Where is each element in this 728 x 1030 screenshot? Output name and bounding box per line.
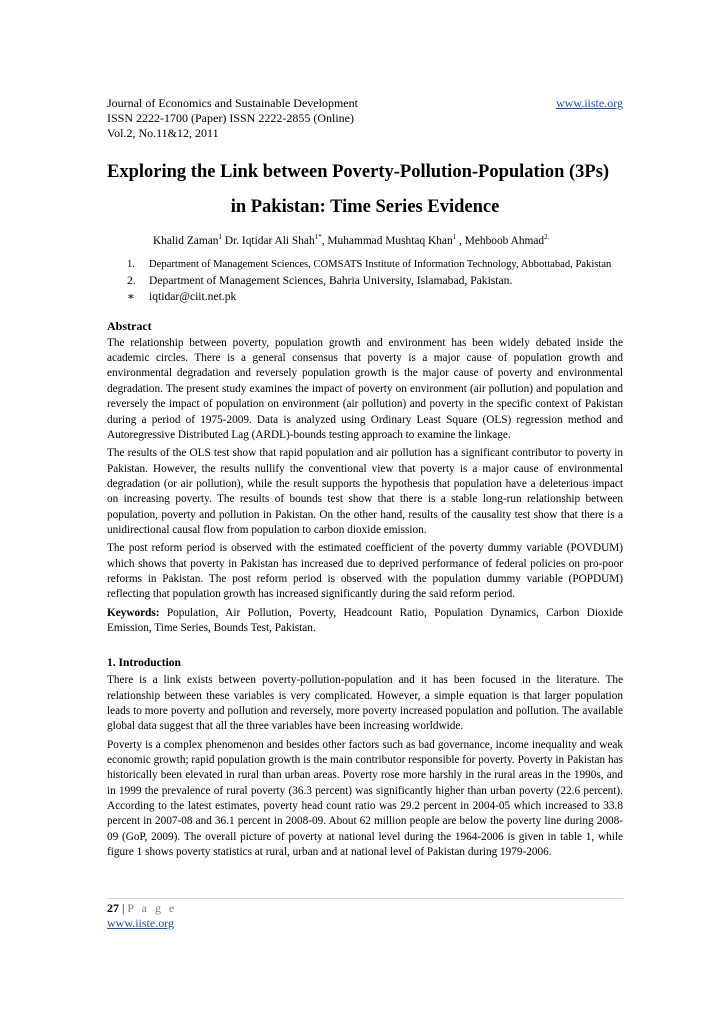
journal-url-link[interactable]: www.iiste.org: [556, 96, 623, 110]
paper-title-line-2: in Pakistan: Time Series Evidence: [230, 197, 500, 217]
affiliation-item: [107, 273, 623, 289]
asterisk-marker: ∗: [127, 289, 135, 303]
affiliation-text: Department of Management Sciences, COMSATS Institute of Information Technology, Abbottabad, Pakistan: [149, 258, 612, 270]
affiliation-number: 1.: [127, 258, 135, 270]
paper-page: [107, 96, 623, 860]
running-header: [107, 96, 623, 141]
introduction-paragraph: There is a link exists between poverty-pollution-population and it has been focused in the literature. The relationship between these variables is very complicated. However, a simple equation is that larger population leads to more poverty and pollution and reversely, more poverty increased population and pollution. The available global data suggest that all the three variables have been increasing worldwide.: [107, 674, 623, 733]
author-name: Dr. Iqtidar Ali Shah: [221, 234, 315, 247]
page-number: 27: [107, 901, 119, 915]
footer-url-link[interactable]: www.iiste.org: [107, 916, 174, 930]
author-affil-mark: 2.: [544, 233, 550, 241]
keywords-line: [107, 606, 623, 637]
introduction-heading: 1. Introduction: [107, 657, 181, 670]
affiliation-item: [107, 289, 623, 305]
author-affil-mark: 1*: [314, 233, 322, 241]
author-name: , Muhammad Mushtaq Khan: [321, 234, 453, 247]
affiliation-text: Department of Management Sciences, Bahria University, Islamabad, Pakistan.: [149, 273, 513, 287]
author-name: , Mehboob Ahmad: [456, 234, 545, 247]
corresponding-email[interactable]: iqtidar@ciit.net.pk: [149, 289, 237, 303]
affiliation-item: [107, 257, 623, 273]
page-label: P a g e: [127, 901, 177, 915]
footer-divider: [107, 898, 623, 899]
paper-title-line-1: Exploring the Link between Poverty-Pollution-Population (3Ps): [107, 162, 610, 182]
keywords-label: Keywords:: [107, 606, 160, 619]
author-affil-mark: 1: [452, 233, 457, 241]
introduction-paragraph: Poverty is a complex phenomenon and besides other factors such as bad governance, income inequality and weak economic growth; rapid population growth is the main contributor responsible for poverty. Poverty in Pakistan has historically been elevated in rural than urban areas. Poverty rose more harshly in the rural areas in the 1990s, and in 1999 the prevalence of rural poverty (36.3 percent) was significantly higher than urban poverty (22.6 percent). According to the latest estimates, poverty head count ratio was 29.2 percent in 2004-05 which increased to 33.8 percent in 2007-08 and 36.1 percent in 2008-09. About 62 million people are below the poverty line during 2008-09 (GoP, 2009). The overall picture of poverty at national level during the 1964-2006 is given in table 1, while figure 1 shows poverty statistics at rural, urban and at national level of Pakistan during 1979-2006.: [107, 738, 623, 859]
page-footer: [107, 898, 623, 931]
issn-line: ISSN 2222-1700 (Paper) ISSN 2222-2855 (Online): [107, 111, 354, 125]
abstract-paragraph: The post reform period is observed with the estimated coefficient of the poverty dummy variable (POVDUM) which shows that poverty in Pakistan has increased due to deprived performance of federal policies on pro-poor reforms in Pakistan. The post reform period is observed with the population dummy variable (POPDUM) reflecting that population growth has increased significantly during the said reform period.: [107, 542, 623, 601]
abstract-heading: Abstract: [107, 318, 152, 333]
page-separator: |: [119, 901, 128, 915]
abstract-paragraph: The relationship between poverty, population growth and environment has been widely debated inside the academic circles. There is a general consensus that poverty is a major cause of population growth and environmental degradation and reversely population growth is the major cause of poverty and environmental degradation. The present study examines the impact of poverty on environment (air pollution) and population and reversely the impact of population on environment (air pollution) and poverty in the specific context of Pakistan during a period of 1975-2009. Data is analyzed using Ordinary Least Square (OLS) regression method and Autoregressive Distributed Lag (ARDL)-bounds testing approach to examine the linkage.: [107, 336, 623, 441]
page-number-line: [107, 901, 623, 916]
author-name: Khalid Zaman: [153, 234, 219, 247]
journal-name: Journal of Economics and Sustainable Development: [107, 96, 358, 110]
author-affil-mark: 1: [218, 233, 222, 241]
author-list: [107, 230, 623, 248]
volume-line: Vol.2, No.11&12, 2011: [107, 126, 219, 140]
affiliation-list: [107, 257, 623, 305]
abstract-paragraph: The results of the OLS test show that rapid population and air pollution has a significant contributor to poverty in Pakistan. However, the results nullify the conventional view that poverty is a major cause of environmental degradation (or air pollution), while the result supports the hypothesis that population have a deleterious impact on increasing poverty. The results of bounds test show that there is a stable long-run relationship between population, poverty and pollution in Pakistan. On the other hand, results of the causality test show that there is a unidirectional causal flow from population to carbon dioxide emission.: [107, 447, 623, 536]
keywords-text: Population, Air Pollution, Poverty, Headcount Ratio, Population Dynamics, Carbon Dioxide Emission, Time Series, Bounds Test, Pakistan.: [107, 606, 623, 634]
affiliation-number: 2.: [127, 273, 136, 287]
